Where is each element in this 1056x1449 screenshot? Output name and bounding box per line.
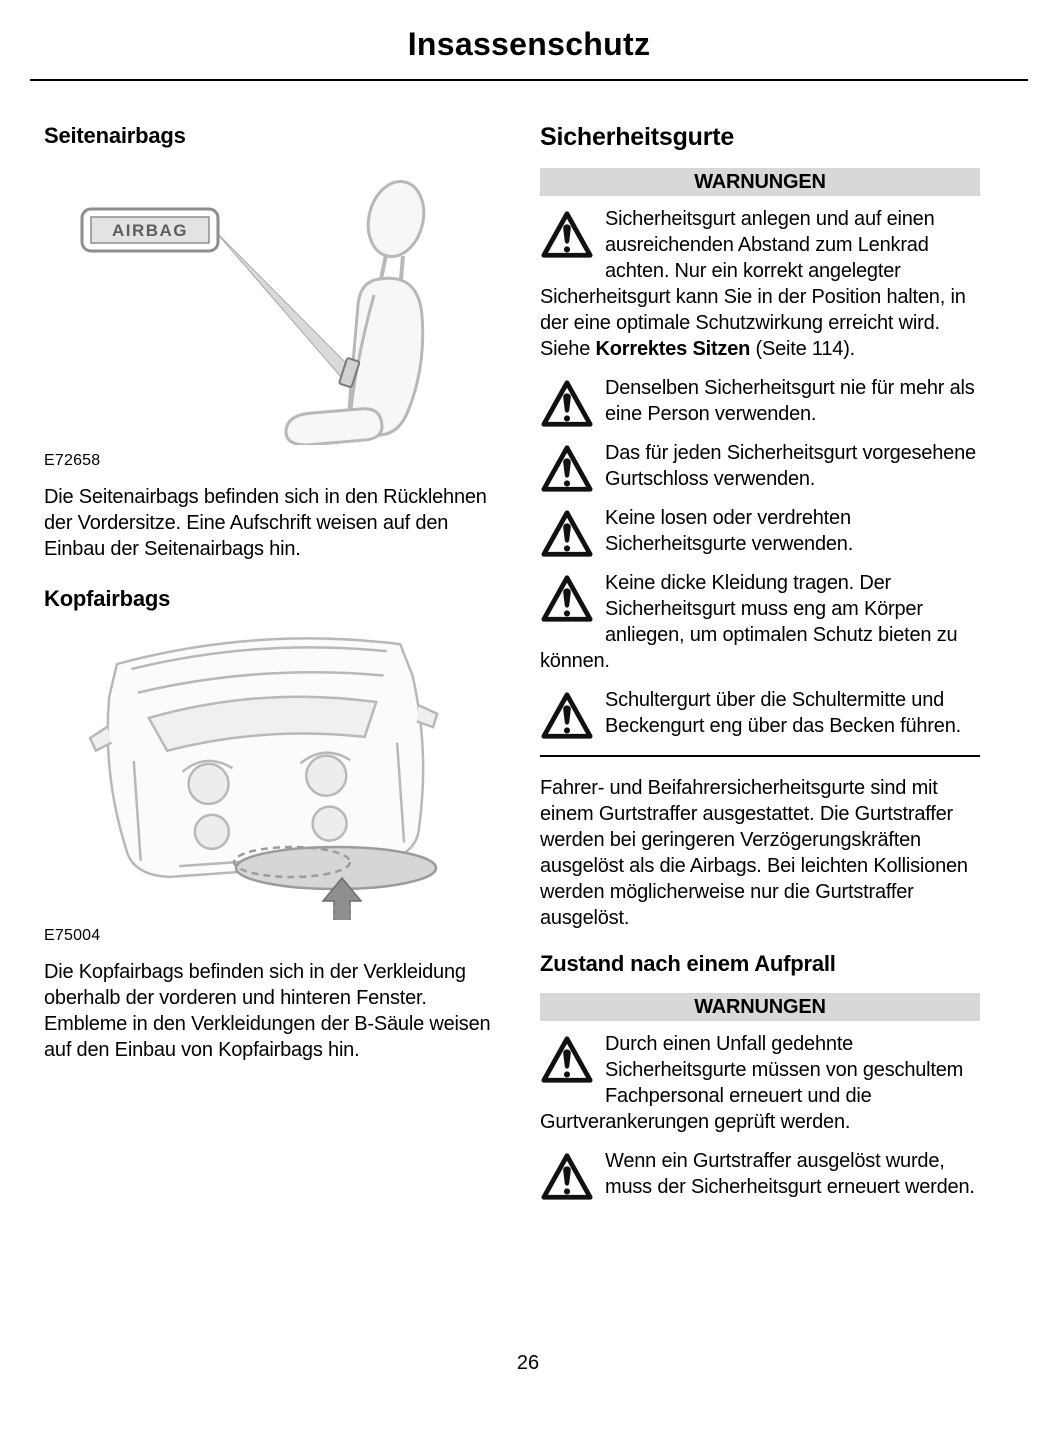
warning-text: Das für jeden Sicherheitsgurt vorgesehene Gurtschloss verwenden. [605,442,976,490]
warning-triangle-icon [540,508,594,560]
warning-text: Wenn ein Gurtstraffer ausgelöst wurde, muss der Sicherheitsgurt erneuert werden. [605,1150,975,1198]
warning-text-part: (Seite 114). [750,338,856,360]
airbag-label [82,209,218,251]
figure-code: E75004 [44,927,101,944]
section-heading-zustand: Zustand nach einem Aufprall [540,951,836,976]
warning-triangle-icon [540,690,594,742]
warning-triangle-icon [540,209,594,261]
warning-text-part: Sicherheitsgurt anlegen und auf einen ausreichenden Abstand zum Lenkrad achten. Nur ein korrekt angelegter Sicherheitsgurt kann Sie in der Position halten, in der eine optimale Schutzwirkung erreicht wird. Siehe [540,208,966,360]
warnings-end-divider [540,755,980,757]
car-top-view [84,628,447,882]
warning-text: Schultergurt über die Schultermitte und Beckengurt eng über das Becken führen. [605,689,961,737]
side-airbag-illustration [44,173,504,445]
warning-triangle-icon [540,378,594,430]
body-paragraph-gurtstraffer: Fahrer- und Beifahrersicherheitsgurte sind mit einem Gurtstraffer ausgestattet. Die Gurtstraffer werden bei geringeren Verzögerungskräften ausgelöst als die Airbags. Bei leichten Kollisionen werden möglicherweise nur die Gurtstraffer ausgelöst. [540,777,968,929]
warning-item [540,206,980,362]
airbag-label-text: AIRBAG [111,221,189,240]
body-paragraph-seitenairbags: Die Seitenairbags befinden sich in den Rücklehnen der Vordersitze. Eine Aufschrift weisen auf den Einbau der Seitenairbags hin. [44,486,487,560]
section-heading-seitenairbags: Seitenairbags [44,123,186,148]
warning-text [540,206,980,362]
page-title: Insassenschutz [407,26,651,62]
warning-item [540,570,980,674]
warning-triangle-icon [540,573,594,625]
page-number: 26 [516,1352,540,1374]
figure-code: E72658 [44,452,101,469]
warning-text-bold: Korrektes Sitzen [595,338,751,360]
warning-text: Durch einen Unfall gedehnte Sicherheitsgurte müssen von geschultem Fachpersonal erneuert und die Gurtverankerungen geprüft werden. [540,1033,964,1133]
warning-item [540,375,980,427]
warnings-banner: WARNUNGEN [540,993,980,1021]
warning-item [540,440,980,492]
page-header [30,26,1028,81]
warning-item [540,1031,980,1135]
warning-text: Denselben Sicherheitsgurt nie für mehr als eine Person verwenden. [605,377,975,425]
callout-line [215,231,350,377]
figure-head-airbag [44,620,506,925]
figure-side-airbag [44,173,506,450]
warning-item [540,505,980,557]
warning-item [540,1148,980,1200]
warning-triangle-icon [540,443,594,495]
warning-triangle-icon [540,1034,594,1086]
right-column [540,123,980,1213]
warning-triangle-icon [540,1151,594,1203]
warning-text: Keine losen oder verdrehten Sicherheitsgurte verwenden. [605,507,854,555]
seat-line-art [286,176,431,445]
warning-item [540,687,980,739]
warning-text: Keine dicke Kleidung tragen. Der Sicherheitsgurt muss eng am Körper anliegen, um optimalen Schutz bieten zu können. [540,572,958,672]
left-column [44,123,506,1213]
head-airbag-illustration [44,620,496,920]
two-column-layout [44,123,1016,1213]
warnings-banner: WARNUNGEN [540,168,980,196]
section-heading-sicherheitsgurte: Sicherheitsgurte [540,123,735,151]
body-paragraph-kopfairbags: Die Kopfairbags befinden sich in der Verkleidung oberhalb der vorderen und hinteren Fenster. Embleme in den Verkleidungen der B-Säule weisen auf den Einbau von Kopfairbags hin. [44,961,491,1061]
section-heading-kopfairbags: Kopfairbags [44,586,171,611]
